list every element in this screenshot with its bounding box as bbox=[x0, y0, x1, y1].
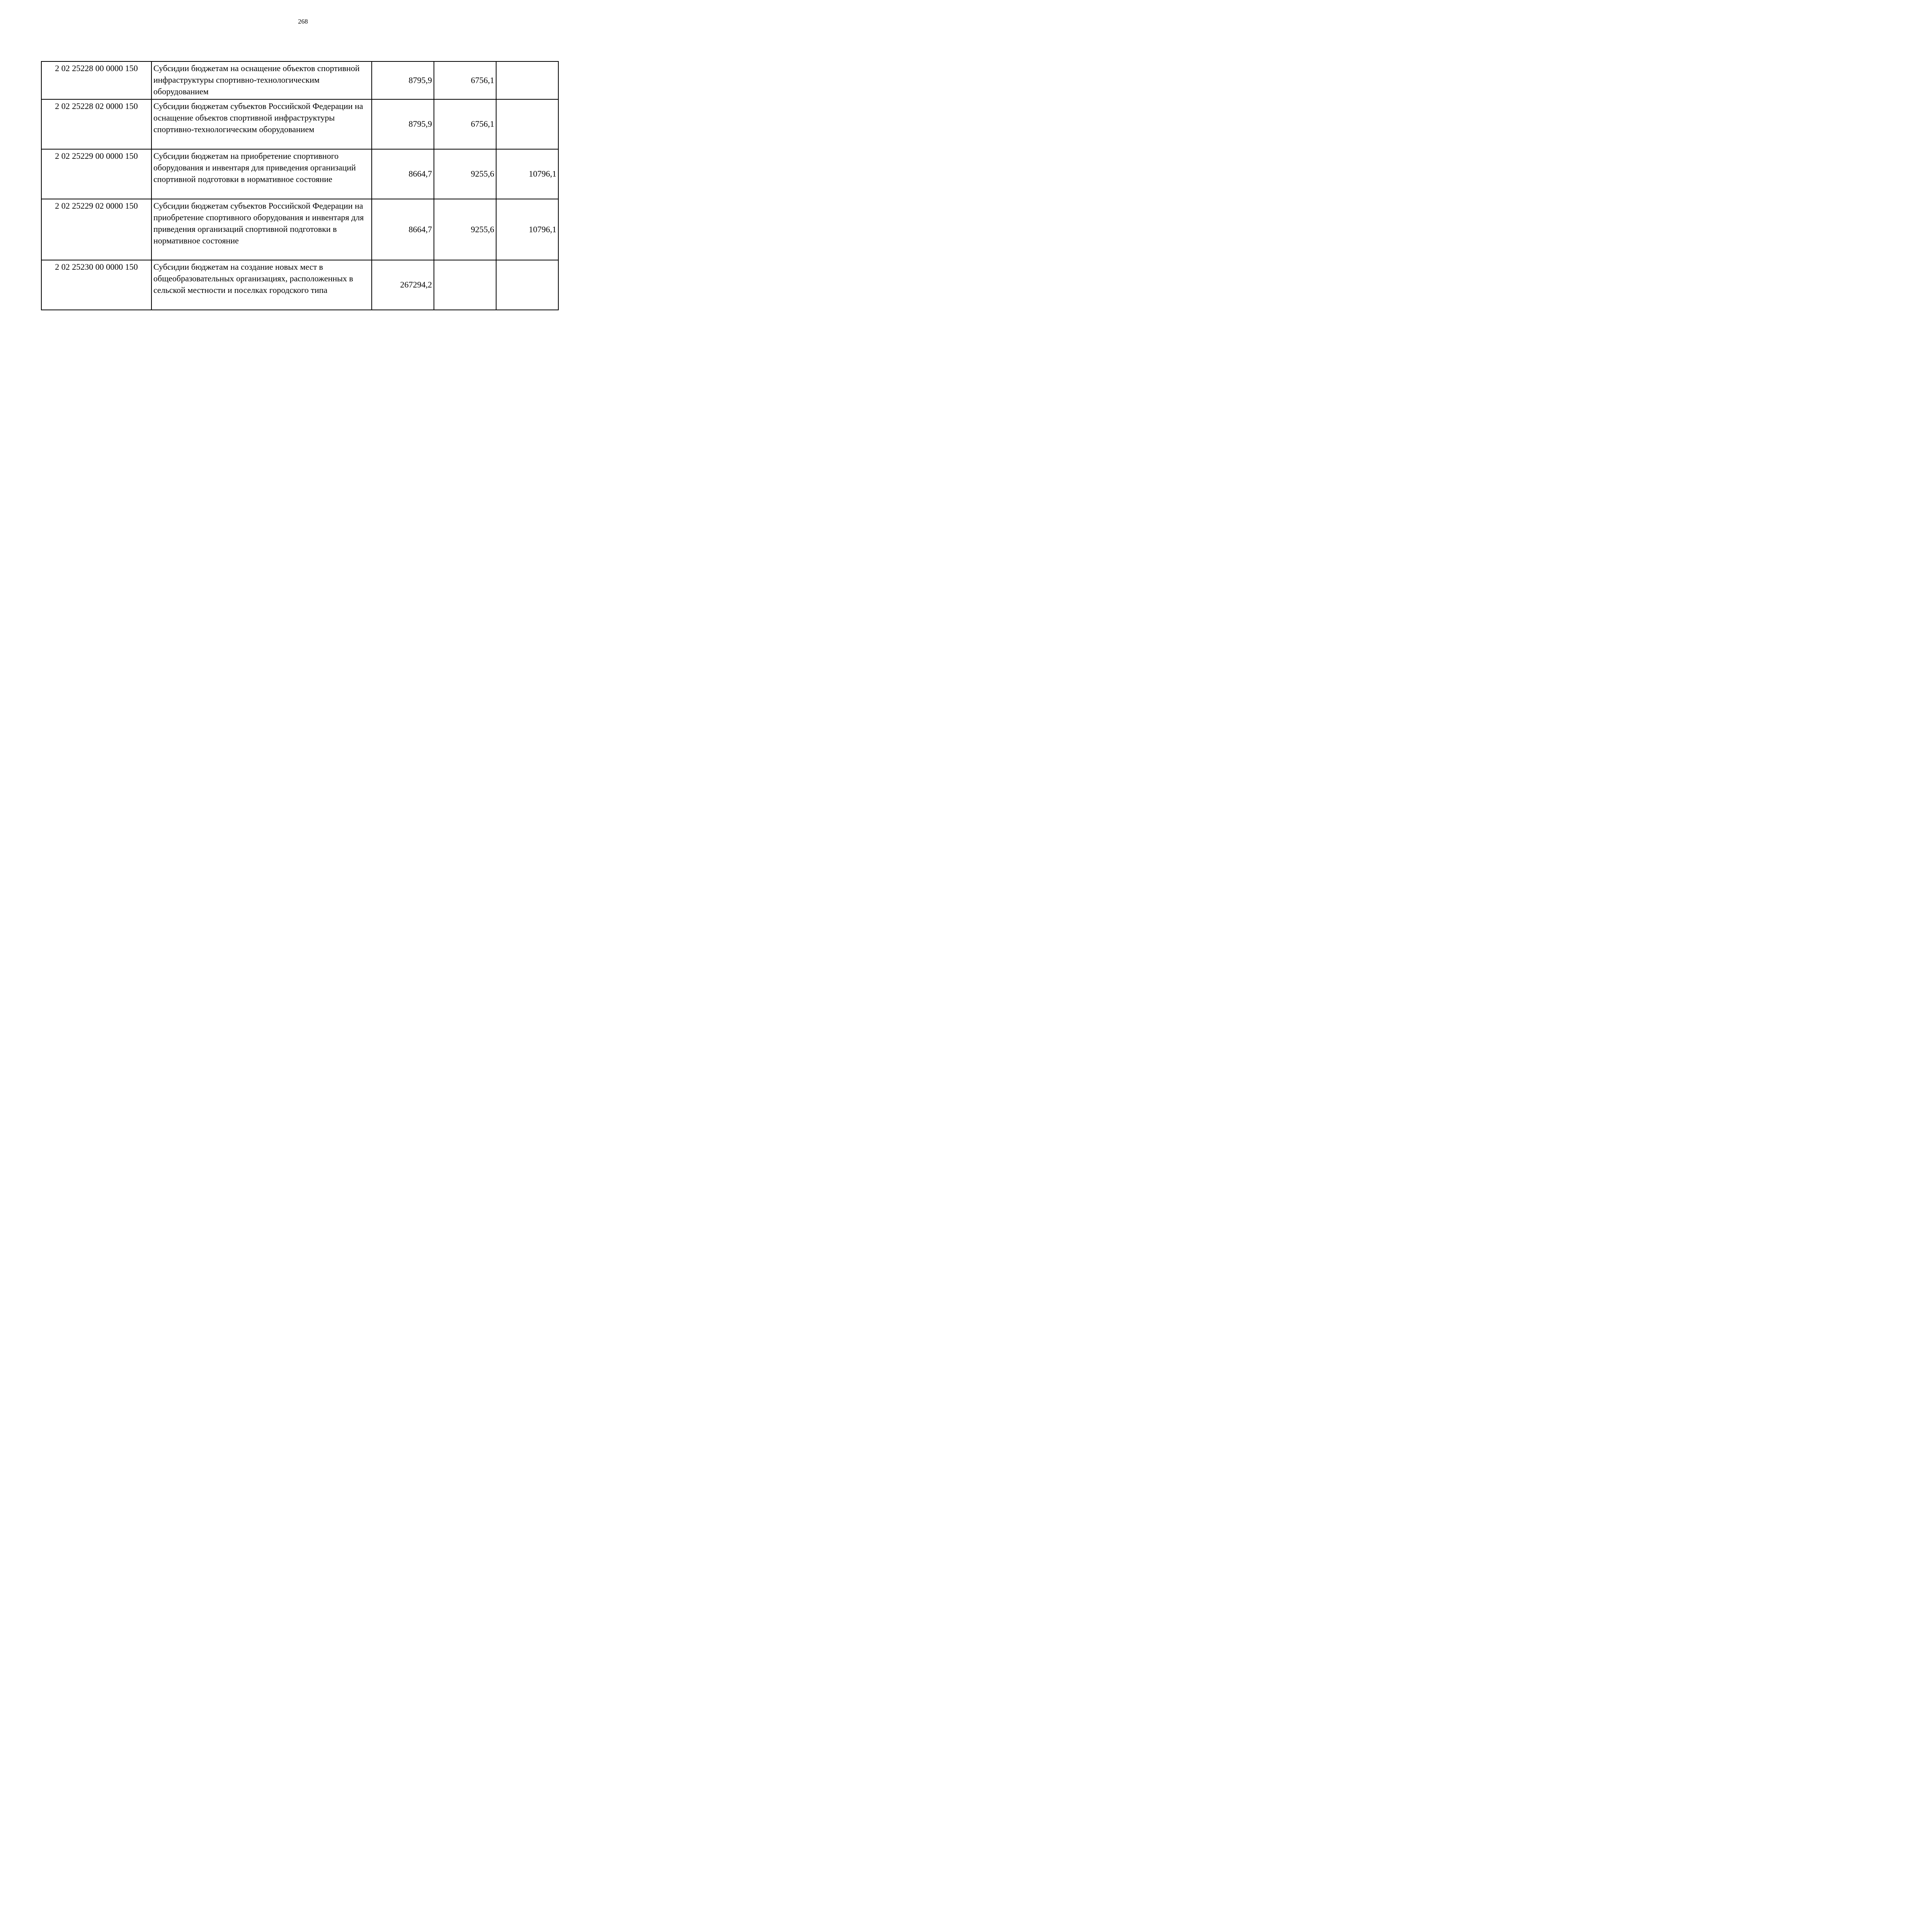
budget-code-cell: 2 02 25229 02 0000 150 bbox=[41, 199, 151, 260]
value-col-3-cell bbox=[496, 99, 558, 149]
budget-name-cell: Субсидии бюджетам на создание новых мест в общеобразовательных организациях, расположенных в сельской местности и поселках городского типа bbox=[151, 260, 372, 310]
value-col-3-cell: 10796,1 bbox=[496, 199, 558, 260]
value-col-1-cell: 8664,7 bbox=[372, 199, 434, 260]
table-row bbox=[41, 260, 558, 310]
value-col-2-cell: 6756,1 bbox=[434, 61, 496, 99]
table-row bbox=[41, 199, 558, 260]
value-col-3-cell bbox=[496, 260, 558, 310]
budget-code-cell: 2 02 25228 00 0000 150 bbox=[41, 61, 151, 99]
budget-code-cell: 2 02 25230 00 0000 150 bbox=[41, 260, 151, 310]
value-col-2-cell bbox=[434, 260, 496, 310]
table-row bbox=[41, 61, 558, 99]
value-col-2-cell: 6756,1 bbox=[434, 99, 496, 149]
budget-name-cell: Субсидии бюджетам субъектов Российской Федерации на оснащение объектов спортивной инфраструктуры спортивно-технологическим оборудованием bbox=[151, 99, 372, 149]
budget-name-cell: Субсидии бюджетам субъектов Российской Федерации на приобретение спортивного оборудования и инвентаря для приведения организаций спортивной подготовки в нормативное состояние bbox=[151, 199, 372, 260]
budget-name-cell: Субсидии бюджетам на приобретение спортивного оборудования и инвентаря для приведения организаций спортивной подготовки в нормативное состояние bbox=[151, 149, 372, 199]
table-row bbox=[41, 99, 558, 149]
page-number: 268 bbox=[298, 18, 308, 25]
budget-code-cell: 2 02 25229 00 0000 150 bbox=[41, 149, 151, 199]
budget-table bbox=[41, 61, 559, 310]
value-col-1-cell: 8664,7 bbox=[372, 149, 434, 199]
value-col-2-cell: 9255,6 bbox=[434, 149, 496, 199]
value-col-1-cell: 8795,9 bbox=[372, 61, 434, 99]
budget-name-cell: Субсидии бюджетам на оснащение объектов спортивной инфраструктуры спортивно-технологическим оборудованием bbox=[151, 61, 372, 99]
value-col-1-cell: 267294,2 bbox=[372, 260, 434, 310]
value-col-1-cell: 8795,9 bbox=[372, 99, 434, 149]
value-col-2-cell: 9255,6 bbox=[434, 199, 496, 260]
value-col-3-cell bbox=[496, 61, 558, 99]
budget-code-cell: 2 02 25228 02 0000 150 bbox=[41, 99, 151, 149]
table-row bbox=[41, 149, 558, 199]
value-col-3-cell: 10796,1 bbox=[496, 149, 558, 199]
